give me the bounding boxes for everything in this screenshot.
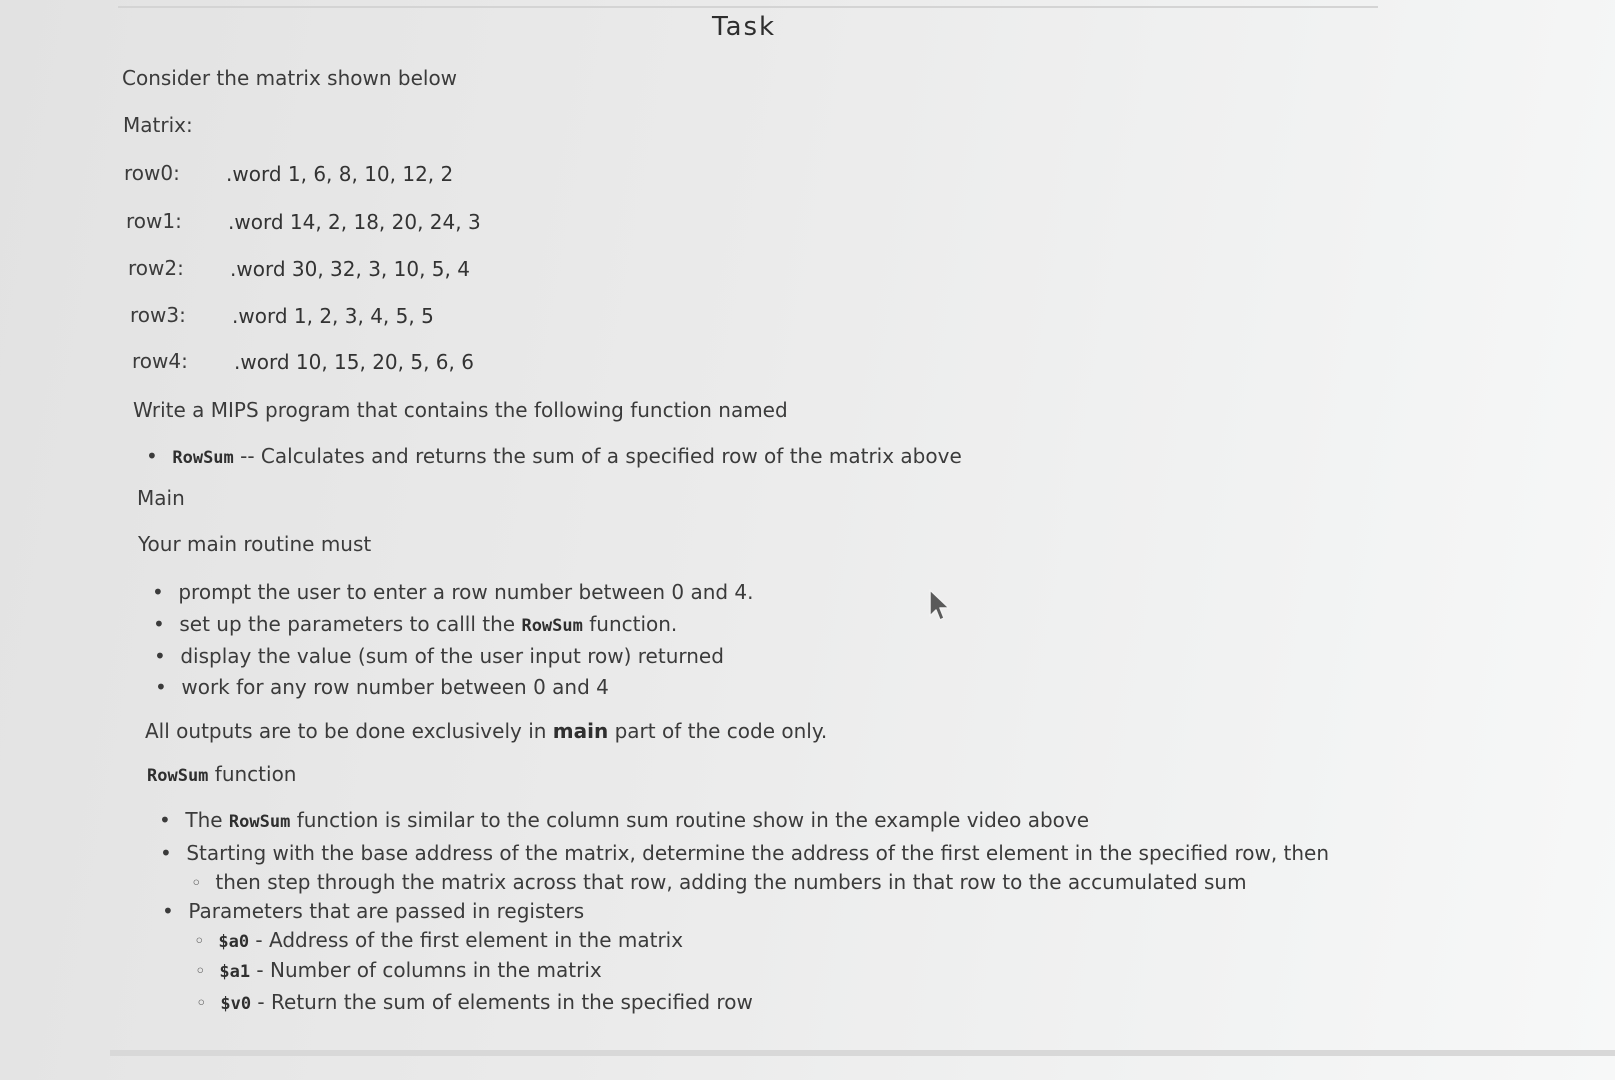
register-item: [196, 990, 753, 1014]
sub-list-item: [191, 870, 1247, 894]
matrix-row-label: row4:: [132, 349, 188, 373]
function-bullet-text: -- Calculates and returns the sum of a specified row of the matrix above: [233, 444, 962, 468]
list-item: [153, 612, 677, 636]
rowsum-heading-text: function: [208, 762, 297, 786]
list-item-text: prompt the user to enter a row number between 0 and 4.: [178, 580, 754, 604]
rowsum-code: RowSum: [521, 616, 583, 636]
function-bullet: [146, 444, 962, 468]
register-item: [194, 928, 683, 952]
list-item: [152, 580, 754, 604]
list-item: [159, 808, 1089, 832]
matrix-row-label: row2:: [128, 256, 184, 280]
rowsum-code: RowSum: [147, 766, 209, 786]
list-item: [155, 675, 609, 699]
matrix-row-label: row3:: [130, 303, 186, 327]
mouse-pointer-icon: [928, 588, 952, 622]
matrix-row-value: .word 10, 15, 20, 5, 6, 6: [234, 350, 474, 374]
matrix-row-value: .word 1, 6, 8, 10, 12, 2: [226, 162, 454, 186]
matrix-row-label: row1:: [126, 209, 182, 233]
main-intro: Your main routine must: [138, 532, 372, 556]
list-item-text: work for any row number between 0 and 4: [181, 675, 609, 699]
intro-text: Consider the matrix shown below: [122, 66, 458, 90]
register-description: - Address of the first element in the matrix: [249, 928, 684, 952]
list-item-text: display the value (sum of the user input row) returned: [180, 644, 724, 668]
matrix-row-value: .word 30, 32, 3, 10, 5, 4: [230, 257, 470, 281]
outputs-line: [145, 719, 827, 743]
main-emphasis: main: [552, 719, 609, 743]
rowsum-heading: [147, 762, 296, 786]
write-program-text: Write a MIPS program that contains the following function named: [133, 398, 788, 422]
list-item-text: set up the parameters to calll the: [179, 612, 522, 636]
page-title: Task: [712, 12, 777, 42]
register-item: [195, 958, 602, 982]
list-item-text: function.: [582, 612, 678, 636]
register-code: $a0: [218, 932, 250, 952]
rowsum-code: RowSum: [172, 448, 234, 468]
outputs-line-text: part of the code only.: [608, 719, 828, 743]
matrix-heading: Matrix:: [123, 113, 193, 137]
matrix-row-value: .word 14, 2, 18, 20, 24, 3: [228, 210, 481, 234]
list-item: [162, 899, 584, 923]
matrix-row-value: .word 1, 2, 3, 4, 5, 5: [232, 304, 434, 328]
list-item-text: The: [185, 808, 229, 832]
rowsum-code: RowSum: [228, 812, 291, 832]
list-item: [154, 644, 724, 668]
matrix-row-label: row0:: [124, 161, 180, 185]
bottom-divider: [110, 1050, 1615, 1056]
main-heading: Main: [137, 486, 185, 510]
register-description: - Number of columns in the matrix: [250, 958, 602, 982]
register-code: $a1: [219, 962, 251, 982]
register-code: $v0: [220, 994, 252, 1014]
list-item-text: Starting with the base address of the matrix, determine the address of the first element in the specified row, then: [186, 841, 1330, 865]
list-item-text: then step through the matrix across that row, adding the numbers in that row to the accumulated sum: [215, 870, 1247, 894]
list-item-text: function is similar to the column sum routine show in the example video above: [290, 808, 1090, 832]
list-item: [160, 841, 1329, 865]
list-item-text: Parameters that are passed in registers: [188, 899, 585, 923]
outputs-line-text: All outputs are to be done exclusively in: [145, 719, 553, 743]
top-divider: [118, 6, 1378, 8]
register-description: - Return the sum of elements in the specified row: [251, 990, 753, 1014]
